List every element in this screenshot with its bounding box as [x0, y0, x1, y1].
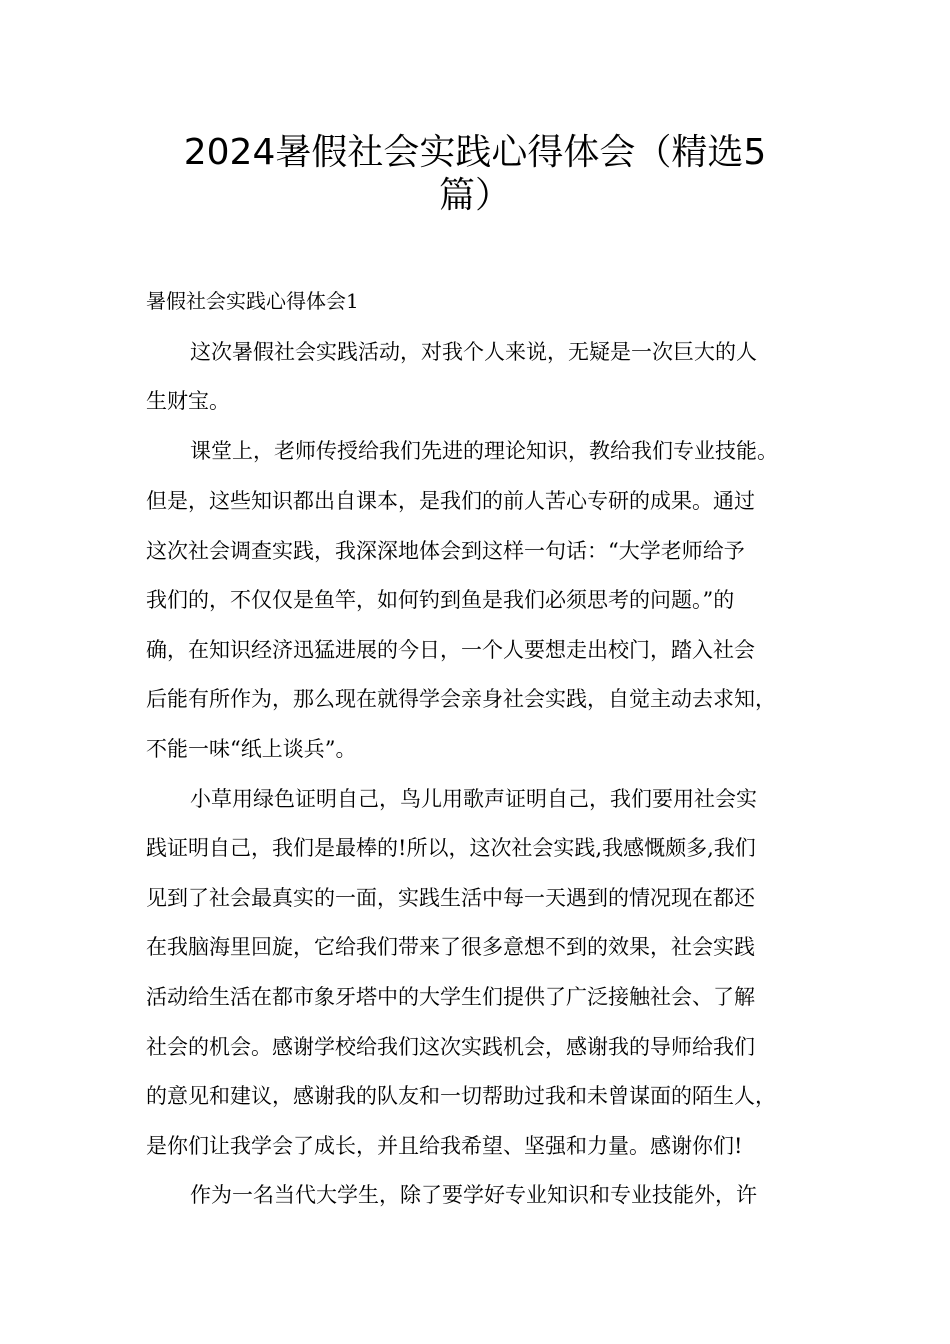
paragraph-line: 确，在知识经济迅猛进展的今日，一个人要想走出校门，踏入社会	[146, 638, 755, 662]
paragraph-line: 不能一味“纸上谈兵”。	[146, 737, 357, 761]
paragraph-line: 践证明自己，我们是最棒的!所以，这次社会实践,我感慨颇多,我们	[146, 836, 756, 860]
paragraph-line: 生财宝。	[146, 389, 230, 413]
paragraph-line: 活动给生活在都市象牙塔中的大学生们提供了广泛接触社会、了解	[146, 985, 755, 1009]
document-title-line-1: 2024暑假社会实践心得体会（精选5	[183, 132, 767, 173]
paragraph-line: 的意见和建议，感谢我的队友和一切帮助过我和未曾谋面的陌生人，	[146, 1084, 776, 1108]
paragraph-line: 社会的机会。感谢学校给我们这次实践机会，感谢我的导师给我们	[146, 1035, 755, 1059]
paragraph-line: 在我脑海里回旋，它给我们带来了很多意想不到的效果，社会实践	[146, 935, 755, 959]
paragraph-line: 小草用绿色证明自己，鸟儿用歌声证明自己，我们要用社会实	[190, 787, 757, 811]
paragraph-line: 见到了社会最真实的一面，实践生活中每一天遇到的情况现在都还	[146, 886, 755, 910]
paragraph-line: 是你们让我学会了成长，并且给我希望、坚强和力量。感谢你们!	[146, 1134, 743, 1158]
section-heading: 暑假社会实践心得体会1	[146, 289, 359, 313]
paragraph-line: 这次暑假社会实践活动，对我个人来说，无疑是一次巨大的人	[190, 340, 757, 364]
paragraph-line: 但是，这些知识都出自课本，是我们的前人苦心专研的成果。通过	[146, 489, 755, 513]
paragraph-line: 课堂上，老师传授给我们先进的理论知识，教给我们专业技能。	[190, 439, 778, 463]
paragraph-line: 我们的，不仅仅是鱼竿，如何钓到鱼是我们必须思考的问题。”的	[146, 588, 735, 612]
paragraph-line: 后能有所作为，那么现在就得学会亲身社会实践，自觉主动去求知，	[146, 687, 776, 711]
document-title-line-2: 篇）	[438, 175, 511, 216]
paragraph-line: 作为一名当代大学生，除了要学好专业知识和专业技能外，许	[190, 1183, 757, 1207]
paragraph-line: 这次社会调查实践，我深深地体会到这样一句话：“大学老师给予	[146, 539, 745, 563]
